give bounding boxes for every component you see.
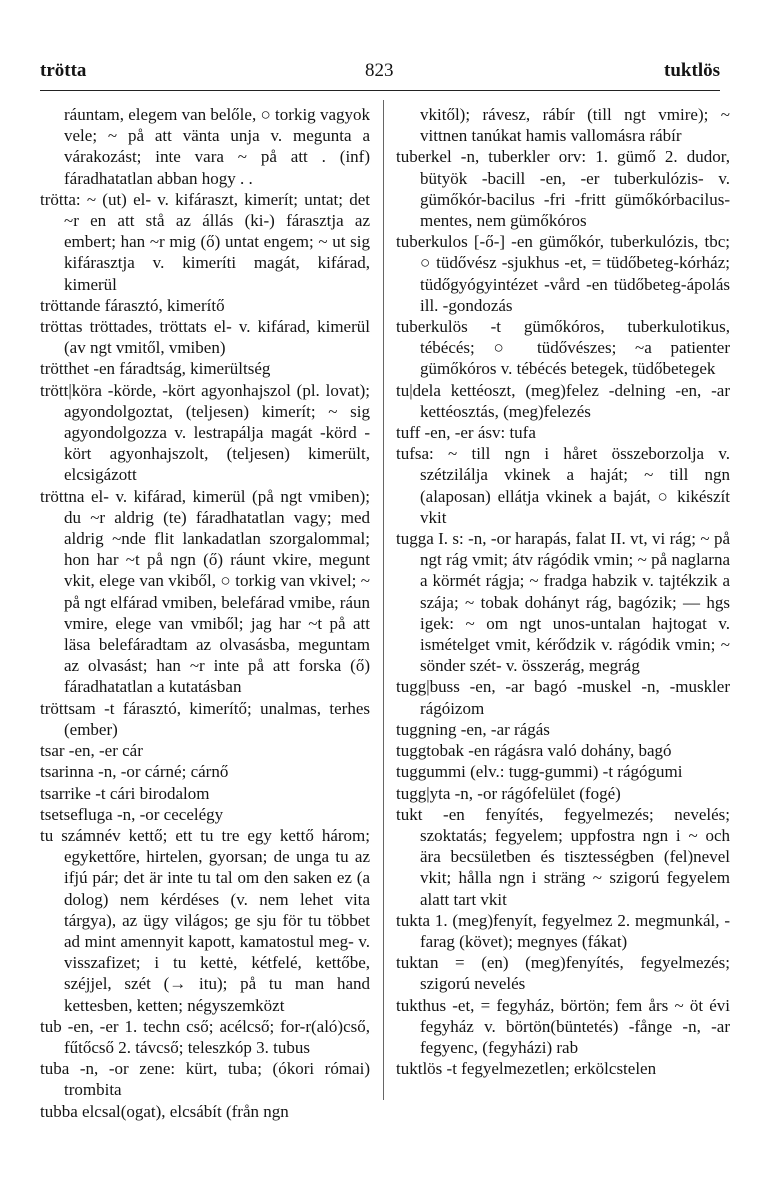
dictionary-entry: tuba -n, -or zene: kürt, tuba; (ókori római) trombita bbox=[40, 1059, 370, 1100]
dictionary-entry: tsarrike -t cári birodalom bbox=[40, 783, 210, 803]
dictionary-entry: tuktan = (en) (meg)fenyítés, fegyelmezés; szigorú nevelés bbox=[396, 953, 730, 994]
dictionary-entry: tsar -en, -er cár bbox=[40, 741, 143, 761]
dictionary-entry: trötta: ~ (ut) el- v. kifáraszt, kimerít; untat; det ~r en att stå az állás (ki-) fárasztja az embert; han ~r mig (ő) untat engem; ~ ut sig kifárasztja v. kimeríti magát, kifárad, kimerül bbox=[40, 189, 370, 294]
dictionary-entry: tuberkulos [-ő-] -en gümőkór, tuberkulózis, tbc; ○ tüdővész -sjukhus -et, = tüdőbeteg-kórház; tüdőgyógyintézet -vård -en tüdőbeteg-ápolás ill. -gondozás bbox=[396, 232, 730, 315]
dictionary-entry: tröttande fárasztó, kimerítő bbox=[40, 295, 225, 315]
dictionary-entry: tuff -en, -er ásv: tufa bbox=[396, 423, 536, 443]
dictionary-entry: tuberkel -n, tuberkler orv: 1. gümő 2. dudor, bütyök -bacill -en, -er tuberkulózis- v. gümőkór-bacilus -fri -fritt gümőkórbacilus-mentes, nem gümőkóros bbox=[396, 147, 730, 231]
page-header bbox=[40, 60, 720, 86]
dictionary-entry: tröttas tröttades, tröttats el- v. kifárad, kimerül (av ngt vmitől, vmiben) bbox=[40, 317, 370, 358]
header-first-word: trötta bbox=[40, 60, 87, 81]
left-column bbox=[40, 104, 370, 1122]
dictionary-entry: tuggtobak -en rágásra való dohány, bagó bbox=[396, 741, 672, 761]
dictionary-entry: ráuntam, elegem van belőle, ○ torkig vagyok vele; ~ på att vänta unja v. megunta a várakozást; inte vara ~ på att . (inf) fáradhatatlan abban hogy . . bbox=[64, 105, 370, 188]
dictionary-entry: tsetseflugа -n, -or cecelégy bbox=[40, 804, 224, 824]
dictionary-entry: tröttsam -t fárasztó, kimerítő; unalmas, terhes (ember) bbox=[40, 698, 370, 739]
dictionary-entry: tu|dela kettéoszt, (meg)felez -delning -en, -ar kettéosztás, (meg)felezés bbox=[396, 380, 730, 421]
page-number: 823 bbox=[365, 60, 394, 81]
header-last-word: tuktlös bbox=[664, 60, 720, 81]
dictionary-entry: tu számnév kettő; ett tu tre egy kettő három; egykettőre, hirtelen, gyorsan; de unga tu az ifjú pár; det är inte tu tal om den saken ez (a dolog) nem kérdéses (v. nem lehet vita tárgya), az ügy világos; ge sju för tu többet ad mint amennyit kapott, kamatostul meg- v. visszafizet; i tu kettė, kétfelé, kettőbe, széjjel, szét (→ itu); på tu man hand kettesben, ketten; négyszemközt bbox=[40, 825, 370, 1015]
dictionary-entry: trötthet -en fáradtság, kimerültség bbox=[40, 359, 271, 379]
right-column bbox=[396, 104, 730, 1079]
dictionary-entry: tukt -en fenyítés, fegyelmezés; nevelés; szoktatás; fegyelem; uppfostra ngn i ~ och ära becsületben és tisztességben (fel)nevel vkit; hålla ngn i sträng ~ szigorú fegyelem alatt tart vkit bbox=[396, 804, 730, 909]
dictionary-entry: tuktlös -t fegyelmezetlen; erkölcstelen bbox=[396, 1059, 657, 1079]
dictionary-entry: tub -en, -er 1. techn cső; acélcső; for-r(aló)cső, fűtőcső 2. távcső; teleszkóp 3. tubus bbox=[40, 1016, 370, 1057]
dictionary-entry: tsarinna -n, -or cárné; cárnő bbox=[40, 762, 229, 782]
dictionary-entry: tuberkulös -t gümőkóros, tuberkulotikus, tébécés; ○ tüdővészes; ~a patienter gümőkóros v. tébécés betegek, tüdőbetegek bbox=[396, 317, 730, 379]
dictionary-entry: tugg|buss -en, -ar bagó -muskel -n, -muskler rágóizom bbox=[396, 677, 730, 718]
header-rule bbox=[40, 90, 720, 91]
dictionary-entry: tuggummi (elv.: tugg-gummi) -t rágógumi bbox=[396, 762, 683, 782]
dictionary-entry: tufsa: ~ till ngn i håret összeborzolja v. szétzilálja vkinek a haját; ~ till ngn (alaposan) ellátja vkinek a baját, ○ kikészít vkit bbox=[396, 444, 730, 527]
dictionary-entry: tugga I. s: -n, -or harapás, falat II. vt, vi rág; ~ på ngt rág vmit; átv rágódik vmin; ~ på naglarna a körmét rágja; ~ fradga habzik v. tajtékzik a szája; ~ tobak dohányt rág, bagózik; — hgs igek: ~ om ngt unos-untalan hajtogat v. ismételget vmit, kérődzik v. rágódik vmin; ~ sönder szét- v. összerág, megrág bbox=[396, 529, 730, 676]
column-divider bbox=[383, 100, 384, 1100]
dictionary-entry: tukthus -et, = fegyház, börtön; fem års ~ öt évi fegyház v. börtön(büntetés) -fånge -n, -ar fegyenc, (fegyházi) rab bbox=[396, 995, 730, 1057]
dictionary-entry: vkitől); rávesz, rábír (till ngt vmire); ~ vittnen tanúkat hamis vallomásra rábír bbox=[420, 105, 730, 146]
dictionary-entry: tukta 1. (meg)fenyít, fegyelmez 2. megmunkál, -farag (követ); megnyes (fákat) bbox=[396, 910, 730, 951]
dictionary-entry: tugg|yta -n, -or rágófelület (fogé) bbox=[396, 783, 621, 803]
dictionary-entry: trött|köra -körde, -kört agyonhajszol (pl. lovat); agyondolgoztat, (teljesen) kimerít; ~ sig agyondolgozza v. lestrapálja magát -körd -kört agyonhajszolt, (teljesen) kimerült, elcsigázott bbox=[40, 380, 370, 485]
dictionary-entry: tuggning -en, -ar rágás bbox=[396, 719, 550, 739]
dictionary-entry: tubba elcsal(ogat), elcsábít (från ngn bbox=[40, 1101, 289, 1121]
dictionary-entry: tröttna el- v. kifárad, kimerül (på ngt vmiben); du ~r aldrig (te) fáradhatatlan vagy; med aldrig ~nde flit lankadatlan szorgalommal; hon har ~t på ngn (ő) ráunt vkire, megunt vkit, elege van vkiből, ○ torkig van vkivel; ~ på ngt elfárad vmiben, belefárad vmibe, ráun vmire, elege van vmiből; jag har ~t på att läsa belefáradtam az olvasásba, meguntam az olvasást; han ~r inte på att forska (ő) fáradhatatlan a kutatásban bbox=[40, 486, 370, 697]
